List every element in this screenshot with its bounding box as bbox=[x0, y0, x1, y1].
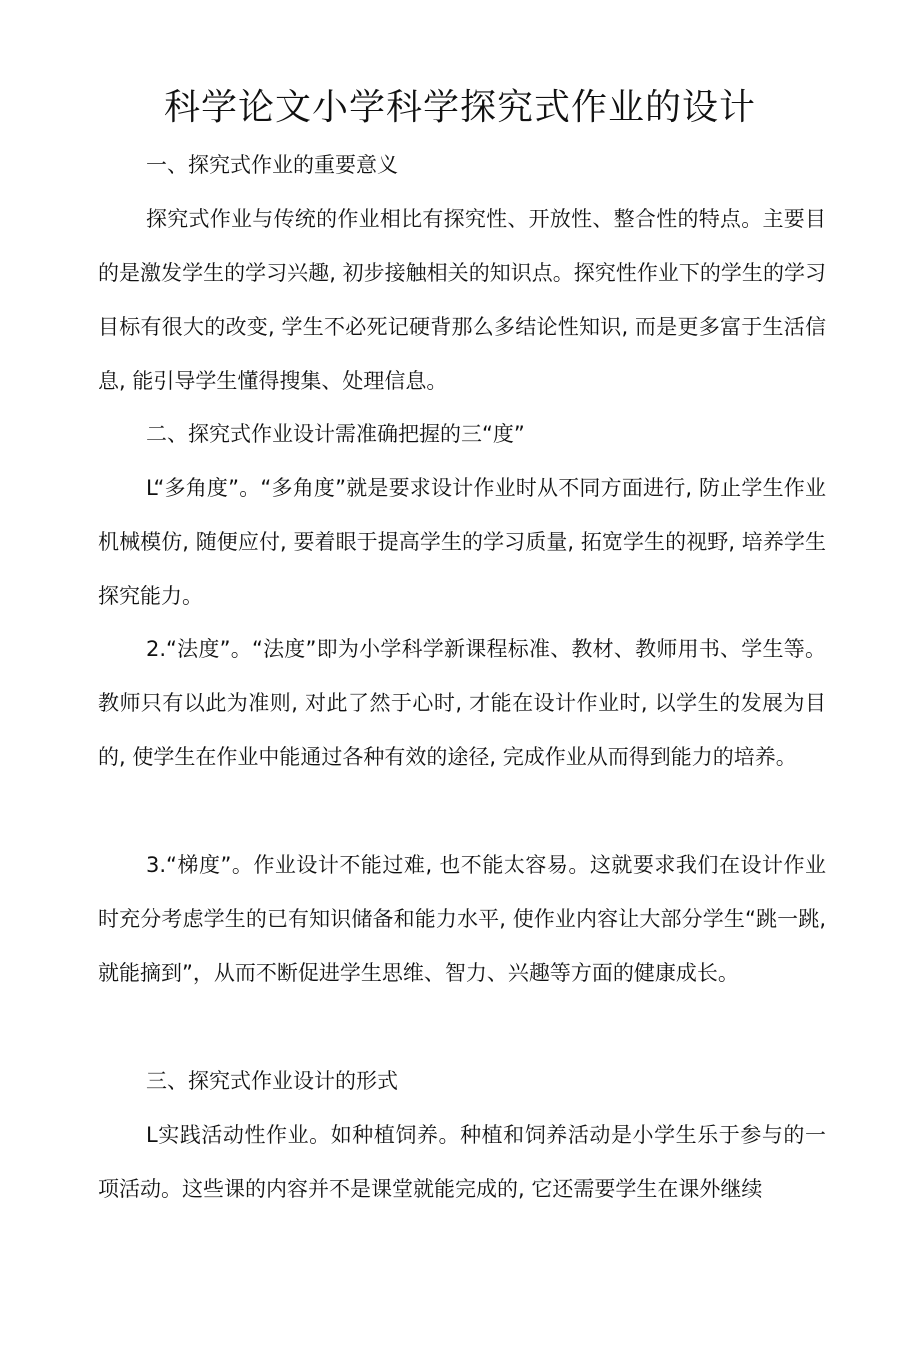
paragraph-significance: 探究式作业与传统的作业相比有探究性、开放性、整合性的特点。主要目的是激发学生的学习兴趣, 初步接触相关的知识点。探究性作业下的学生的学习目标有很大的改变, 学生不必死记硬背那么多结论性知识, 而是更多富于生活信息, 能引导学生懂得搜集、处理信息。 bbox=[98, 207, 826, 393]
section-heading-1: 一、探究式作业的重要意义 bbox=[146, 153, 398, 177]
paragraph-standard: 2.“法度”。“法度”即为小学科学新课程标准、教材、教师用书、学生等。教师只有以此为准则, 对此了然于心时, 才能在设计作业时, 以学生的发展为目的, 使学生在作业中能通过各种有效的途径, 完成作业从而得到能力的培养。 bbox=[98, 637, 826, 769]
paragraph-gradient: 3.“梯度”。作业设计不能过难, 也不能太容易。这就要求我们在设计作业时充分考虑学生的已有知识储备和能力水平, 使作业内容让大部分学生“跳一跳, 就能摘到”，从而不断促进学生思维、智力、兴趣等方面的健康成长。 bbox=[98, 853, 826, 985]
section-heading-3: 三、探究式作业设计的形式 bbox=[146, 1069, 398, 1093]
section-heading-2: 二、探究式作业设计需准确把握的三“度” bbox=[146, 422, 525, 446]
paragraph-multi-angle: L“多角度”。“多角度”就是要求设计作业时从不同方面进行, 防止学生作业机械模仿, 随便应付, 要着眼于提高学生的学习质量, 拓宽学生的视野, 培养学生探究能力。 bbox=[98, 476, 826, 608]
document-title: 科学论文小学科学探究式作业的设计 bbox=[163, 87, 756, 128]
paragraph-practice-activity: L实践活动性作业。如种植饲养。种植和饲养活动是小学生乐于参与的一项活动。这些课的内容并不是课堂就能完成的, 它还需要学生在课外继续 bbox=[98, 1123, 826, 1201]
